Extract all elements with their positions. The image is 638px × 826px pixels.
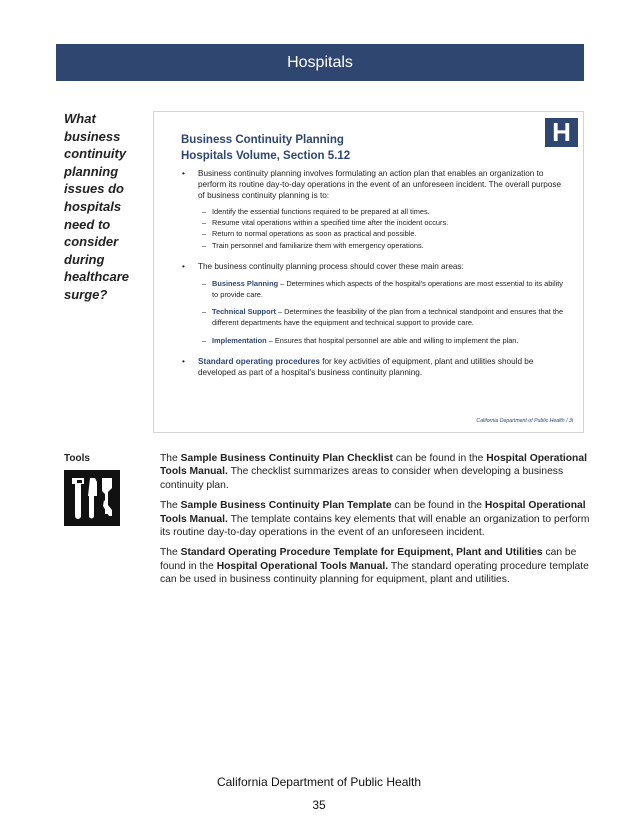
slide-panel	[153, 111, 584, 433]
text-span: The template contains key elements that will enable an organization to perform its routine day-to-day operations in the event of an unforeseen incident.	[160, 513, 590, 539]
panel-title	[181, 132, 350, 164]
panel-title-line1: Business Continuity Planning	[181, 134, 344, 146]
text-span: The standard operating procedure template can be used in business continuity planning for equipment, plant and utilities.	[160, 560, 589, 586]
footer-org: California Department of Public Health	[216, 775, 422, 789]
tools-paragraph	[160, 499, 600, 539]
bullet-item: • Business continuity planning involves formulating an action plan that enables an organization to perform its routine day-to-day operations in the event of an unforeseen incident. The overall purpose of business continuity planning is to:	[182, 169, 562, 200]
sub-item: – Resume vital operations within a specified time after the incident occurs.	[202, 218, 449, 228]
sidebar-question: What business continuity planning issues do hospitals need to consider during healthcare surge?	[64, 111, 130, 302]
sub-item-text: Resume vital operations within a specified time after the incident occurs.	[212, 218, 449, 228]
area-term: Business Planning	[212, 278, 279, 288]
tool-name: Sample Business Continuity Plan Checklist	[180, 453, 393, 464]
text-span: can be found in the	[391, 500, 485, 512]
text-span: The checklist summarizes areas to consider when developing a business continuity plan.	[160, 466, 564, 491]
section-title: Hospitals	[287, 54, 353, 71]
area-desc: – Ensures that hospital personnel are able and willing to implement the plan.	[266, 335, 519, 345]
sub-item: – Return to normal operations as soon as practical and possible.	[202, 229, 417, 239]
section-badge: H	[545, 118, 578, 147]
sub-item: – Identify the essential functions required to be prepared at all times.	[202, 207, 430, 216]
sub-item-text: Return to normal operations as soon as practical and possible.	[212, 229, 417, 239]
page-number: 35	[312, 798, 326, 812]
text-span: The	[160, 547, 181, 559]
bullet-text: for key activities of equipment, plant and utilities should be developed as part of a hospital's business continuity planning.	[198, 356, 534, 377]
sub-item-text: Identify the essential functions required to be prepared at all times.	[212, 207, 430, 216]
panel-body	[174, 168, 566, 378]
tools-icon	[64, 470, 120, 526]
area-item: – Implementation – Ensures that hospital personnel are able and willing to implement the plan.	[202, 335, 519, 345]
tool-name: Sample Business Continuity Plan Template	[180, 500, 392, 512]
area-term: Technical Support	[212, 307, 276, 317]
manual-name: Hospital Operational Tools Manual.	[160, 453, 587, 478]
tool-name: Standard Operating Procedure Template for Equipment, Plant and Utilities	[180, 547, 543, 559]
tools-body	[160, 452, 600, 594]
area-item: – Business Planning – Determines which aspects of the hospital's operations are most essential to its ability to provide care.	[202, 278, 563, 300]
text-span: can be found in the	[392, 453, 487, 464]
manual-name: Hospital Operational Tools Manual.	[216, 560, 389, 572]
text-span: The	[160, 453, 181, 464]
area-item: – Technical Support – Determines the feasibility of the plan from a technical standpoint and ensures that the different departments have the equipment and technical support to provide care.	[202, 307, 564, 328]
sub-item: – Train personnel and familiarize them with emergency operations.	[202, 240, 424, 250]
tools-paragraph	[160, 452, 600, 492]
bullet-term: Standard operating procedures	[198, 356, 320, 366]
bullet-item: • The business continuity planning process should cover these main areas:	[182, 261, 464, 271]
bullet-text: Business continuity planning involves formulating an action plan that enables an organization to perform its routine day-to-day operations in the event of an unforeseen incident. The overall purpose of business continuity planning is to:	[198, 169, 562, 200]
area-desc: – Determines the feasibility of the plan from a technical standpoint and ensures that the different departments have the equipment and technical support to provide care.	[212, 307, 564, 328]
text-span: The	[160, 500, 181, 512]
panel-title-line2: Hospitals Volume, Section 5.12	[181, 150, 351, 162]
section-header	[56, 44, 584, 81]
manual-name: Hospital Operational Tools Manual.	[160, 500, 586, 525]
area-term: Implementation	[212, 335, 267, 345]
bullet-text: The business continuity planning process should cover these main areas:	[198, 261, 464, 271]
area-desc: – Determines which aspects of the hospital's operations are most essential to its ability to provide care.	[212, 278, 563, 300]
panel-source: California Department of Public Health / 3i	[476, 418, 573, 424]
tools-label: Tools	[64, 453, 90, 464]
tools-paragraph	[160, 546, 600, 586]
bullet-item: • Standard operating procedures for key activities of equipment, plant and utilities should be developed as part of a hospital's business continuity planning.	[182, 356, 534, 377]
sub-item-text: Train personnel and familiarize them with emergency operations.	[212, 240, 424, 250]
text-span: can be found in the	[160, 547, 577, 572]
